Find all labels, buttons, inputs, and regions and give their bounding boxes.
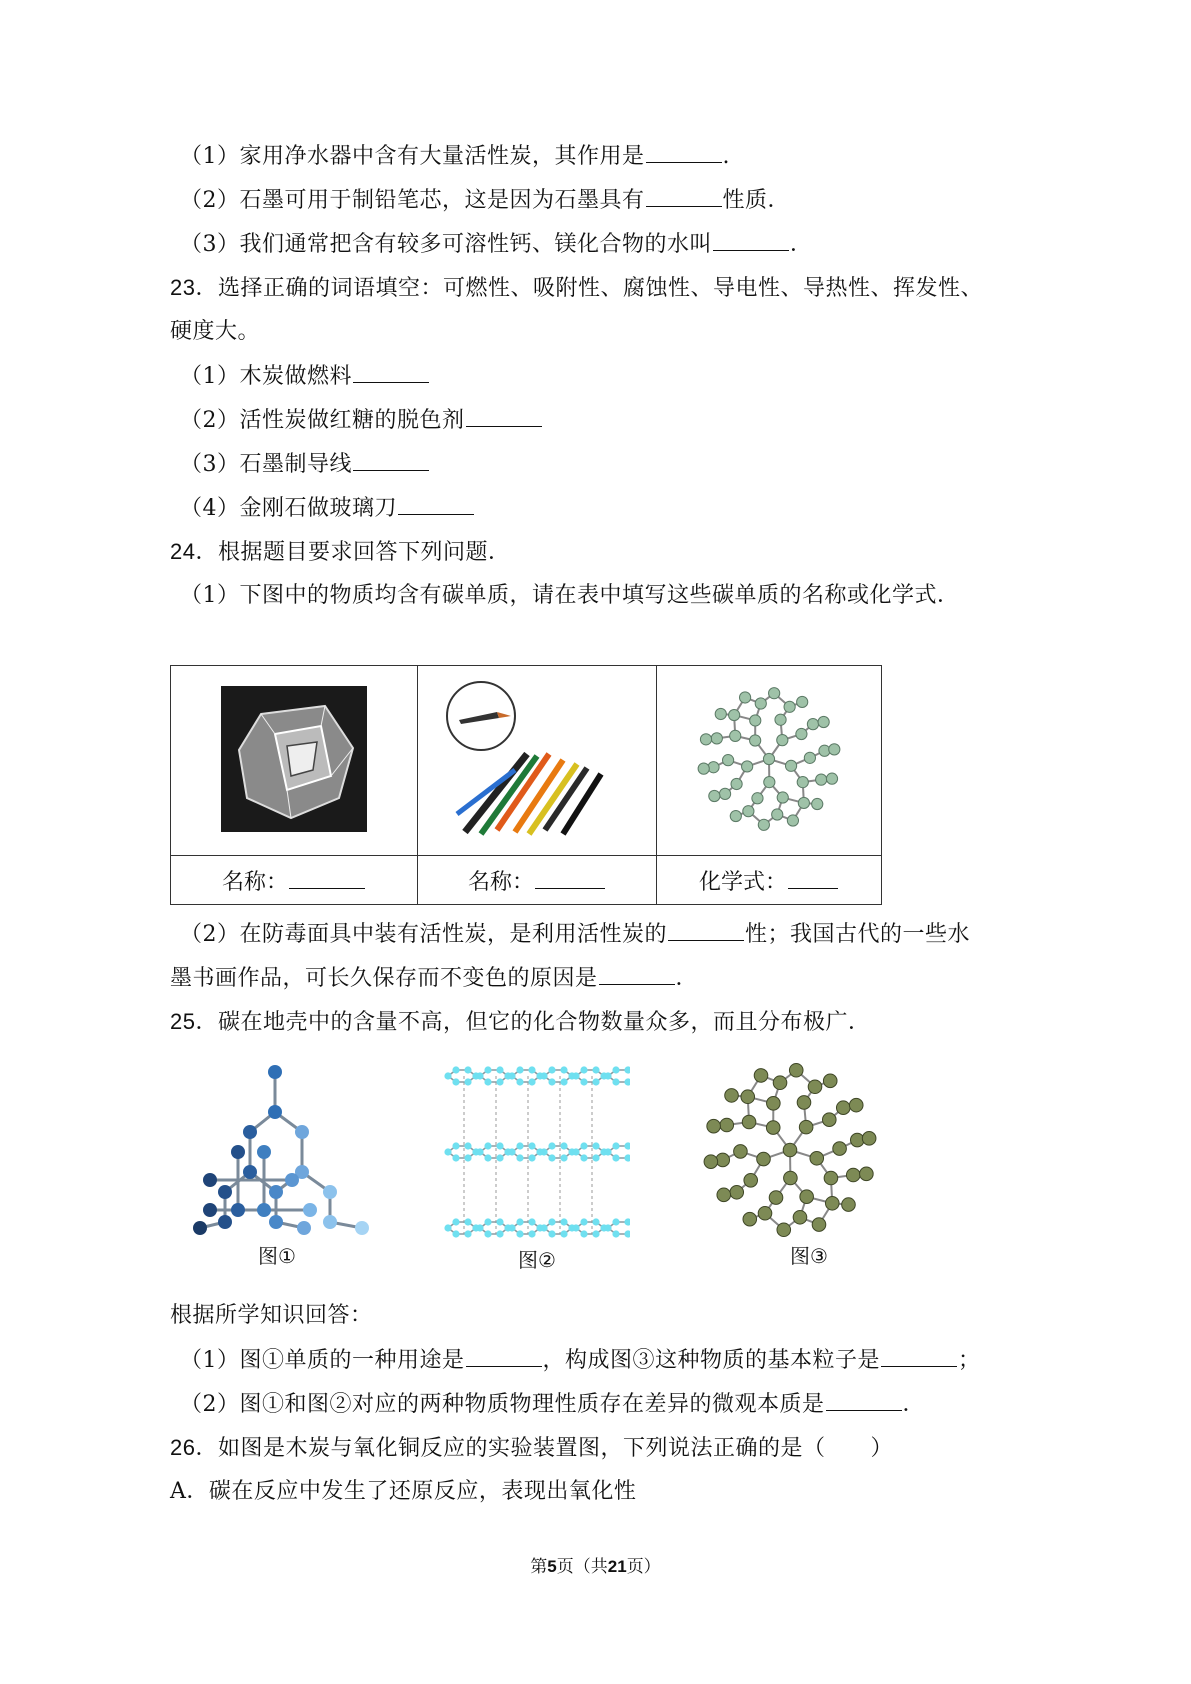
q25-stem: 25．碳在地壳中的含量不高，但它的化合物数量众多，而且分布极广． bbox=[170, 1009, 871, 1035]
answer-blank[interactable] bbox=[713, 230, 789, 251]
q22-line3: （3）我们通常把含有较多可溶性钙、镁化合物的水叫 ． bbox=[180, 232, 813, 257]
answer-blank[interactable] bbox=[398, 494, 474, 515]
answer-blank[interactable] bbox=[289, 868, 365, 889]
q25-sub1: （1）图①单质的一种用途是 ，构成图③这种物质的基本粒子是 ； bbox=[180, 1348, 981, 1373]
answer-blank[interactable] bbox=[646, 186, 722, 207]
q24-sub1: （1）下图中的物质均含有碳单质，请在表中填写这些碳单质的名称或化学式． bbox=[180, 583, 960, 608]
q24-sub2-line1: （2）在防毒面具中装有活性炭，是利用活性炭的 性；我国古代的一些水 bbox=[180, 922, 971, 947]
q25-sub2: （2）图①和图②对应的两种物质物理性质存在差异的微观本质是 ． bbox=[180, 1392, 926, 1417]
diamond-photo bbox=[221, 686, 367, 832]
q26-option-a: A．碳在反应中发生了还原反应，表现出氧化性 bbox=[170, 1479, 637, 1504]
answer-blank[interactable] bbox=[599, 964, 675, 985]
caption-name-2: 名称： bbox=[418, 856, 657, 905]
pencils-photo bbox=[437, 674, 637, 844]
pencil-cell bbox=[418, 666, 657, 856]
caption-formula: 化学式： bbox=[657, 856, 882, 905]
answer-blank[interactable] bbox=[466, 406, 542, 427]
c60-structure-figure bbox=[700, 1060, 880, 1240]
q23-item-3: （3）石墨制导线 bbox=[180, 450, 430, 479]
caption-name-1: 名称： bbox=[171, 856, 418, 905]
figure-1-label: 图① bbox=[258, 1246, 296, 1268]
graphite-structure-figure bbox=[440, 1062, 630, 1248]
figure-3-label: 图③ bbox=[790, 1246, 828, 1268]
q23-stem: 23．选择正确的词语填空：可燃性、吸附性、腐蚀性、导电性、导热性、挥发性、 bbox=[170, 275, 983, 301]
q23-item-2: （2）活性炭做红糖的脱色剂 bbox=[180, 406, 543, 435]
q23-stem-cont: 硬度大。 bbox=[170, 319, 261, 344]
diamond-structure-figure bbox=[180, 1060, 380, 1240]
q24-stem: 24．根据题目要求回答下列问题． bbox=[170, 539, 511, 565]
figure-2-label: 图② bbox=[518, 1250, 556, 1272]
answer-blank[interactable] bbox=[788, 868, 838, 889]
diamond-cell bbox=[171, 666, 418, 856]
q25-answer-intro: 根据所学知识回答： bbox=[170, 1303, 373, 1328]
carbon-table bbox=[170, 665, 882, 905]
answer-blank[interactable] bbox=[353, 450, 429, 471]
answer-blank[interactable] bbox=[881, 1346, 957, 1367]
q23-item-4: （4）金刚石做玻璃刀 bbox=[180, 494, 475, 523]
answer-blank[interactable] bbox=[353, 362, 429, 383]
q26-stem: 26．如图是木炭与氧化铜反应的实验装置图，下列说法正确的是（ ） bbox=[170, 1435, 893, 1461]
answer-blank[interactable] bbox=[826, 1390, 902, 1411]
answer-blank[interactable] bbox=[535, 868, 605, 889]
answer-blank[interactable] bbox=[466, 1346, 542, 1367]
q23-item-1: （1）木炭做燃料 bbox=[180, 362, 430, 391]
q22-line1: （1）家用净水器中含有大量活性炭，其作用是 . bbox=[180, 144, 730, 169]
c60-ball-figure bbox=[689, 679, 849, 839]
q24-sub2-line2: 墨书画作品，可长久保存而不变色的原因是 ． bbox=[170, 966, 699, 991]
answer-blank[interactable] bbox=[646, 142, 722, 163]
answer-blank[interactable] bbox=[668, 920, 744, 941]
page-footer: 第5页（共21页） bbox=[530, 1557, 661, 1577]
c60-cell bbox=[657, 666, 882, 856]
q22-line2: （2）石墨可用于制铅笔芯，这是因为石墨具有 性质． bbox=[180, 188, 791, 213]
